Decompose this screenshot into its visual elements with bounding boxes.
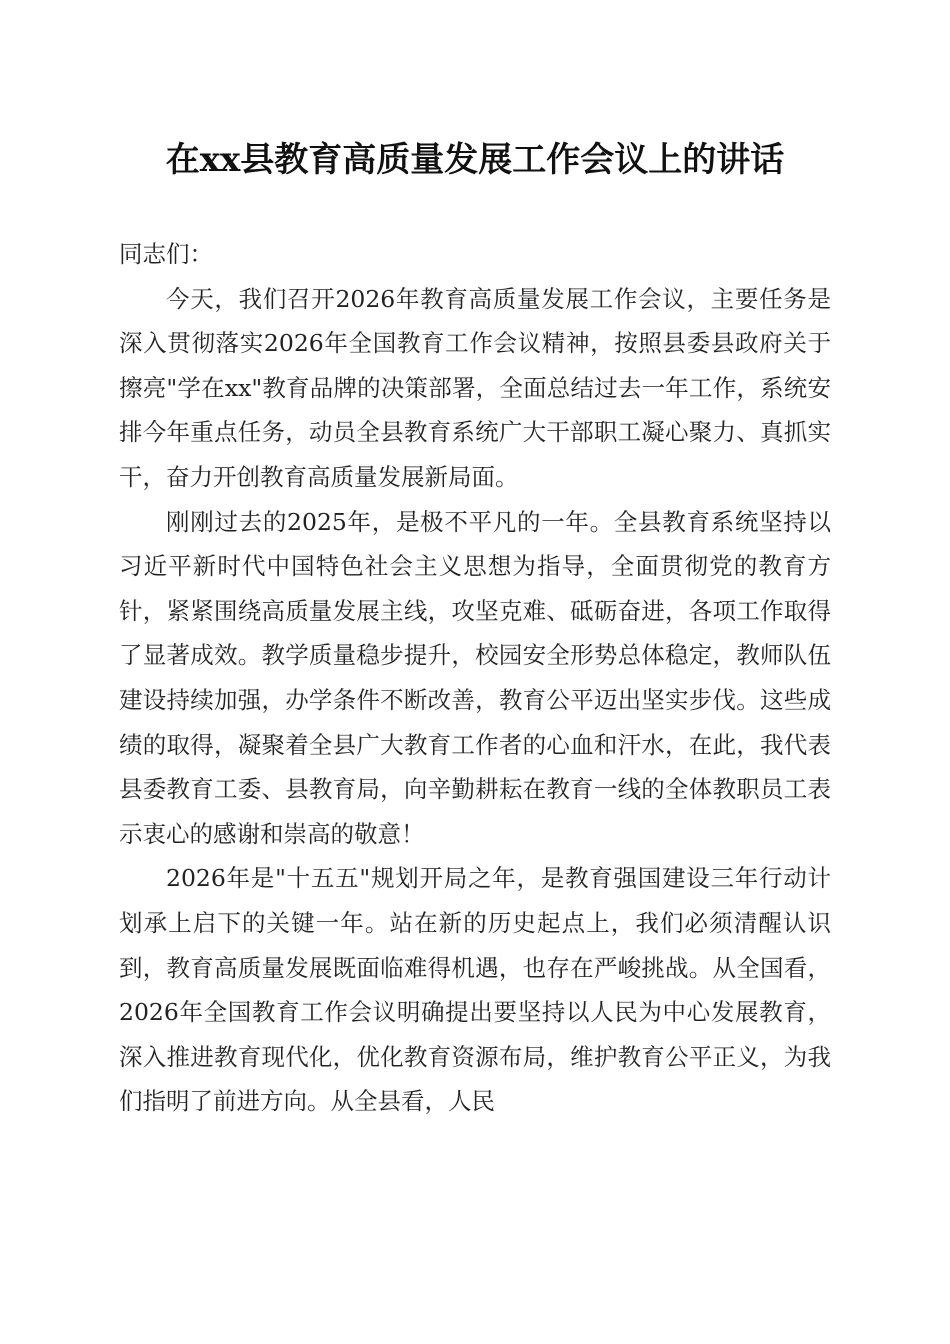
document-body <box>119 232 831 1124</box>
paragraph-2: 刚刚过去的2025年，是极不平凡的一年。全县教育系统坚持以习近平新时代中国特色社会主义思想为指导，全面贯彻党的教育方针，紧紧围绕高质量发展主线，攻坚克难、砥砺奋进，各项工作取得了显著成效。教学质量稳步提升，校园安全形势总体稳定，教师队伍建设持续加强，办学条件不断改善，教育公平迈出坚实步伐。这些成绩的取得，凝聚着全县广大教育工作者的心血和汗水，在此，我代表县委教育工委、县教育局，向辛勤耕耘在教育一线的全体教职员工表示衷心的感谢和崇高的敬意！ <box>119 507 831 848</box>
document-title: 在xx县教育高质量发展工作会议上的讲话 <box>165 140 785 180</box>
salutation: 同志们： <box>119 240 213 268</box>
paragraph-3: 2026年是"十五五"规划开局之年，是教育强国建设三年行动计划承上启下的关键一年。站在新的历史起点上，我们必须清醒认识到，教育高质量发展既面临难得机遇，也存在严峻挑战。从全国看，2026年全国教育工作会议明确提出要坚持以人民为中心发展教育，深入推进教育现代化，优化教育资源布局，维护教育公平正义，为我们指明了前进方向。从全县看，人民 <box>119 864 831 1116</box>
paragraph-1: 今天，我们召开2026年教育高质量发展工作会议，主要任务是深入贯彻落实2026年全国教育工作会议精神，按照县委县政府关于擦亮"学在xx"教育品牌的决策部署，全面总结过去一年工作，系统安排今年重点任务，动员全县教育系统广大干部职工凝心聚力、真抓实干，奋力开创教育高质量发展新局面。 <box>119 284 831 491</box>
